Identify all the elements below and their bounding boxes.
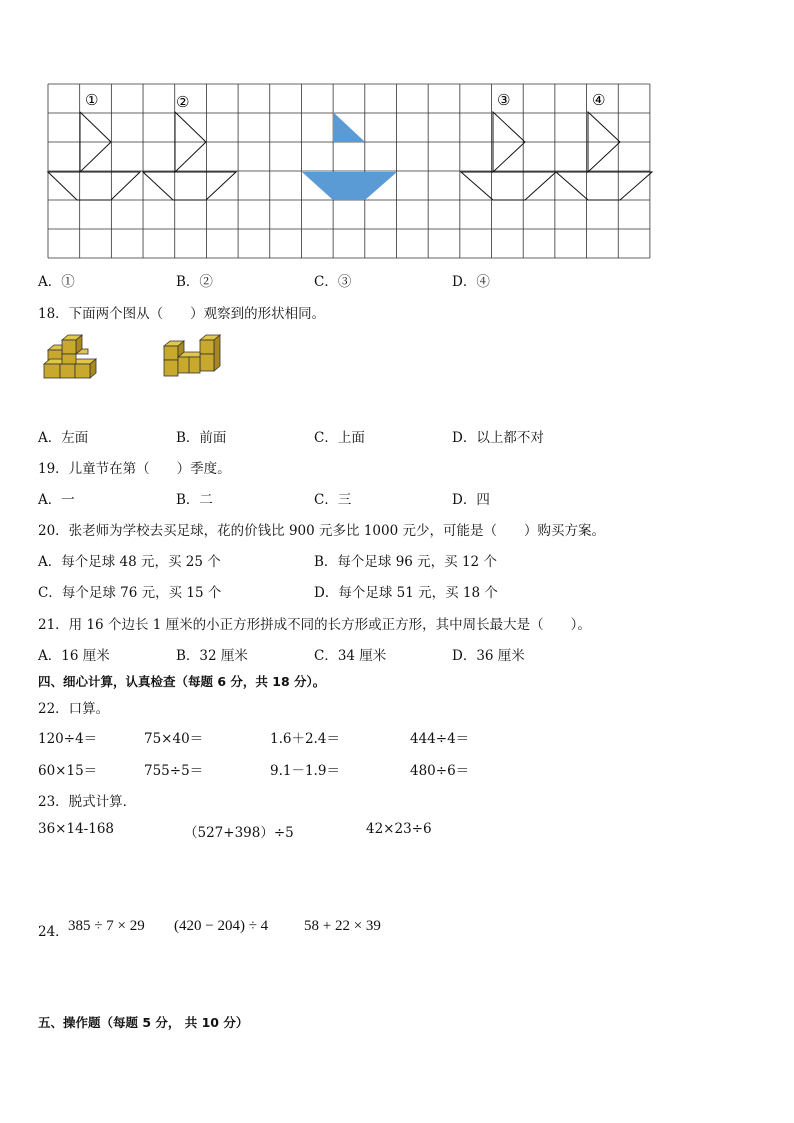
q24-number: 24． bbox=[38, 924, 69, 940]
q17-option-d[interactable]: D．④ bbox=[452, 274, 490, 290]
q18-option-b[interactable]: B．前面 bbox=[176, 430, 227, 446]
q23-stem: 23．脱式计算． bbox=[38, 794, 137, 810]
figure-label-3: ③ bbox=[497, 91, 511, 109]
q23-item: （527+398）÷5 bbox=[184, 825, 294, 841]
section-5-title: 五、操作题（每题 5 分， 共 10 分） bbox=[38, 1015, 249, 1030]
q24-item: (420 − 204) ÷ 4 bbox=[174, 918, 269, 934]
q23-item: 36×14-168 bbox=[38, 821, 114, 837]
ship-figure-blue bbox=[302, 112, 397, 200]
ship-figure-4 bbox=[556, 112, 652, 200]
q20-option-a[interactable]: A．每个足球 48 元，买 25 个 bbox=[38, 554, 221, 570]
q21-stem: 21．用 16 个边长 1 厘米的小正方形拼成不同的长方形或正方形，其中周长最大是（ ）。 bbox=[38, 617, 591, 633]
q17-option-c[interactable]: C．③ bbox=[314, 274, 352, 290]
q17-option-b[interactable]: B．② bbox=[176, 274, 213, 290]
q22-item: 75×40＝ bbox=[144, 731, 204, 747]
ship-figure-1 bbox=[48, 112, 140, 200]
q22-item: 120÷4＝ bbox=[38, 731, 98, 747]
q17-ship-grid-figure bbox=[40, 78, 660, 264]
q19-option-d[interactable]: D．四 bbox=[452, 492, 490, 508]
q22-item: 480÷6＝ bbox=[410, 763, 470, 779]
ship-figure-3 bbox=[461, 112, 556, 200]
q18-option-d[interactable]: D．以上都不对 bbox=[452, 430, 544, 446]
q22-item: 60×15＝ bbox=[38, 763, 98, 779]
q21-option-a[interactable]: A．16 厘米 bbox=[38, 648, 110, 664]
q23-item: 42×23÷6 bbox=[366, 821, 432, 837]
q18-option-a[interactable]: A．左面 bbox=[38, 430, 89, 446]
q17-option-a[interactable]: A．① bbox=[38, 274, 75, 290]
q19-option-c[interactable]: C．三 bbox=[314, 492, 352, 508]
q20-option-c[interactable]: C．每个足球 76 元，买 15 个 bbox=[38, 585, 222, 601]
section-4-title: 四、细心计算，认真检查（每题 6 分，共 18 分）。 bbox=[38, 674, 326, 689]
q22-item: 9.1－1.9＝ bbox=[270, 763, 340, 779]
q18-stem: 18．下面两个图从（ ）观察到的形状相同。 bbox=[38, 306, 326, 322]
q18-option-c[interactable]: C．上面 bbox=[314, 430, 365, 446]
q18-cube-figure-right bbox=[160, 334, 226, 382]
q21-option-b[interactable]: B．32 厘米 bbox=[176, 648, 248, 664]
q22-item: 444÷4＝ bbox=[410, 731, 470, 747]
q20-option-b[interactable]: B．每个足球 96 元，买 12 个 bbox=[314, 554, 497, 570]
q24-item: 58 + 22 × 39 bbox=[304, 918, 381, 934]
q19-stem: 19．儿童节在第（ ）季度。 bbox=[38, 461, 231, 477]
q21-option-d[interactable]: D．36 厘米 bbox=[452, 648, 525, 664]
q18-cube-figure-left bbox=[42, 334, 104, 382]
q24-item: 385 ÷ 7 × 29 bbox=[68, 918, 145, 934]
q20-stem: 20．张老师为学校去买足球，花的价钱比 900 元多比 1000 元少，可能是（ ）购买方案。 bbox=[38, 523, 605, 539]
figure-label-2: ② bbox=[176, 93, 190, 111]
q22-stem: 22．口算。 bbox=[38, 701, 110, 717]
q19-option-b[interactable]: B．二 bbox=[176, 492, 213, 508]
figure-label-1: ① bbox=[85, 91, 99, 109]
figure-label-4: ④ bbox=[592, 91, 606, 109]
q19-option-a[interactable]: A．一 bbox=[38, 492, 75, 508]
q22-item: 1.6＋2.4＝ bbox=[270, 731, 340, 747]
q21-option-c[interactable]: C．34 厘米 bbox=[314, 648, 387, 664]
ship-figure-2 bbox=[143, 112, 236, 200]
q20-option-d[interactable]: D．每个足球 51 元，买 18 个 bbox=[314, 585, 498, 601]
q22-item: 755÷5＝ bbox=[144, 763, 204, 779]
